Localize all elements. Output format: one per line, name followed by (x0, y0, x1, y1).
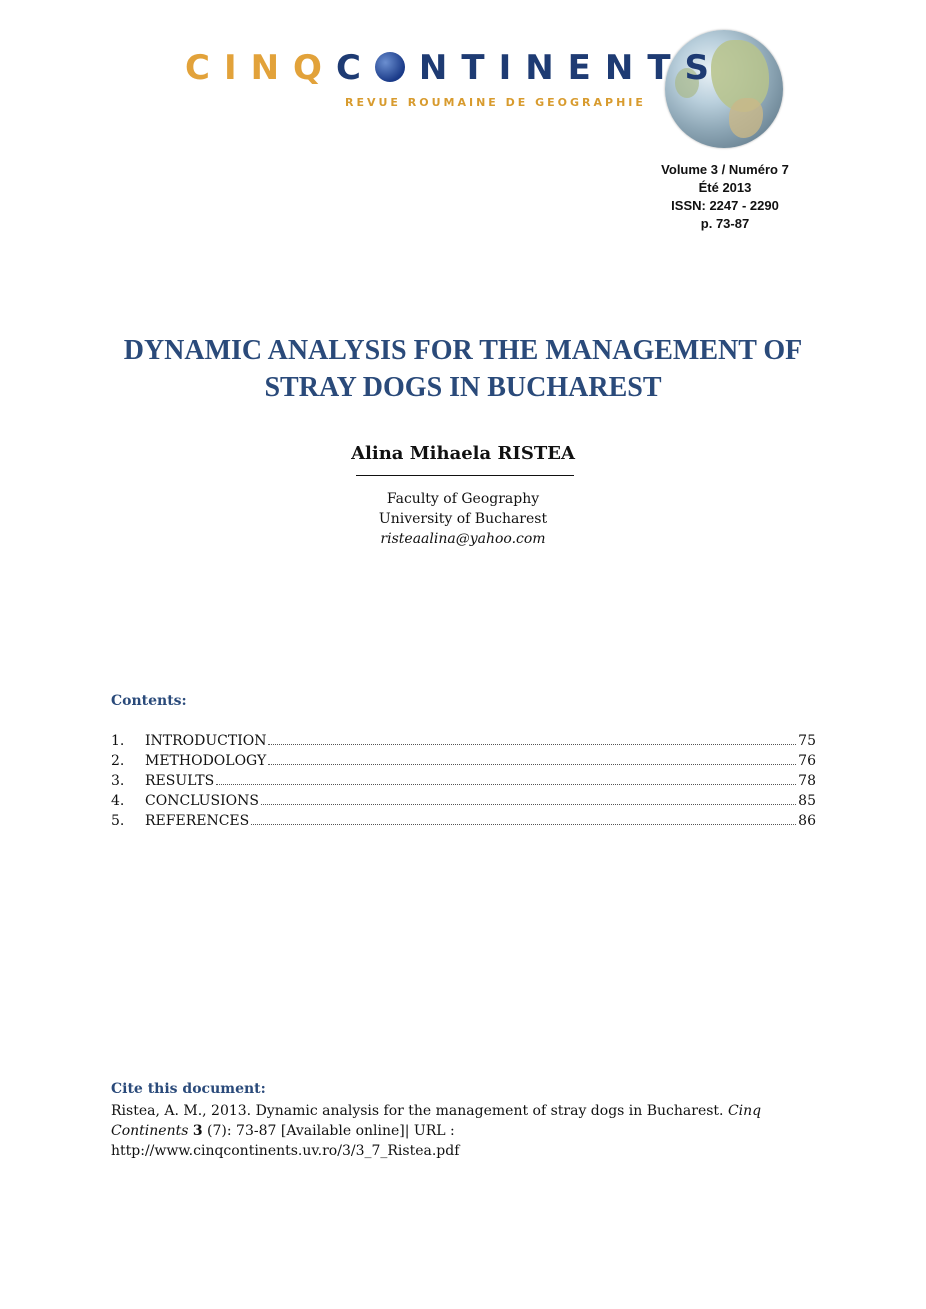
issue-season: Été 2013 (698, 180, 752, 195)
toc-item[interactable] (111, 773, 816, 793)
title-line-2: STRAY DOGS IN BUCHAREST (264, 372, 662, 403)
toc-item[interactable] (111, 813, 816, 833)
toc-item-page: 86 (798, 813, 816, 829)
toc-item-number: 5. (111, 813, 125, 829)
citation-details: (7): 73-87 [Available online]| URL : (202, 1123, 455, 1139)
issue-info (640, 161, 810, 233)
citation-reference: Ristea, A. M., 2013. Dynamic analysis for the management of stray dogs in Bucharest. (111, 1103, 728, 1119)
title-line-1: DYNAMIC ANALYSIS FOR THE MANAGEMENT OF (123, 335, 803, 366)
issue-pages: p. 73-87 (700, 216, 750, 231)
toc-item-page: 76 (798, 753, 816, 769)
issue-issn: ISSN: 2247 - 2290 (671, 198, 779, 213)
toc-leader-dots (261, 804, 796, 805)
toc-item[interactable] (111, 753, 816, 773)
author-email[interactable]: risteaalina@yahoo.com (380, 531, 546, 547)
citation-heading: Cite this document: (111, 1081, 266, 1097)
toc-leader-dots (268, 764, 796, 765)
toc-item-page: 85 (798, 793, 816, 809)
toc-leader-dots (268, 744, 796, 745)
toc-item-page: 75 (798, 733, 816, 749)
citation-journal: Cinq Continents (111, 1103, 762, 1139)
toc-item-label: REFERENCES (145, 813, 250, 829)
toc-item-label: RESULTS (145, 773, 215, 789)
affiliation-university: University of Bucharest (378, 511, 548, 527)
toc-item[interactable] (111, 793, 816, 813)
toc-leader-dots (216, 784, 796, 785)
citation-volume: 3 (192, 1123, 203, 1139)
author-divider (356, 475, 574, 476)
toc-item-number: 4. (111, 793, 125, 809)
citation-url-link[interactable]: http://www.cinqcontinents.uv.ro/3/3_7_Ristea.pdf (111, 1143, 460, 1159)
logo-wordmark (185, 48, 723, 88)
toc-item-page: 78 (798, 773, 816, 789)
toc-item-label: INTRODUCTION (145, 733, 267, 749)
logo-subtitle: REVUE ROUMAINE DE GEOGRAPHIE (345, 96, 646, 109)
toc-item-number: 3. (111, 773, 125, 789)
toc-item[interactable] (111, 733, 816, 753)
author-affiliation (263, 489, 663, 549)
toc-leader-dots (251, 824, 796, 825)
logo-o-globe-icon (375, 52, 405, 82)
toc-item-label: CONCLUSIONS (145, 793, 259, 809)
toc-item-number: 1. (111, 733, 125, 749)
issue-volume: Volume 3 / Numéro 7 (661, 162, 789, 177)
article-title (100, 332, 826, 406)
logo-word-cinq: CINQ (185, 48, 336, 88)
journal-logo (185, 48, 785, 158)
logo-word-c: C (335, 48, 375, 88)
contents-heading: Contents: (111, 693, 187, 709)
table-of-contents (111, 733, 816, 833)
author-name: Alina Mihaela RISTEA (351, 443, 575, 464)
citation-text (111, 1101, 821, 1161)
affiliation-faculty: Faculty of Geography (386, 491, 540, 507)
toc-item-label: METHODOLOGY (145, 753, 267, 769)
toc-item-number: 2. (111, 753, 125, 769)
logo-word-ntinents: NTINENTS (418, 48, 724, 88)
